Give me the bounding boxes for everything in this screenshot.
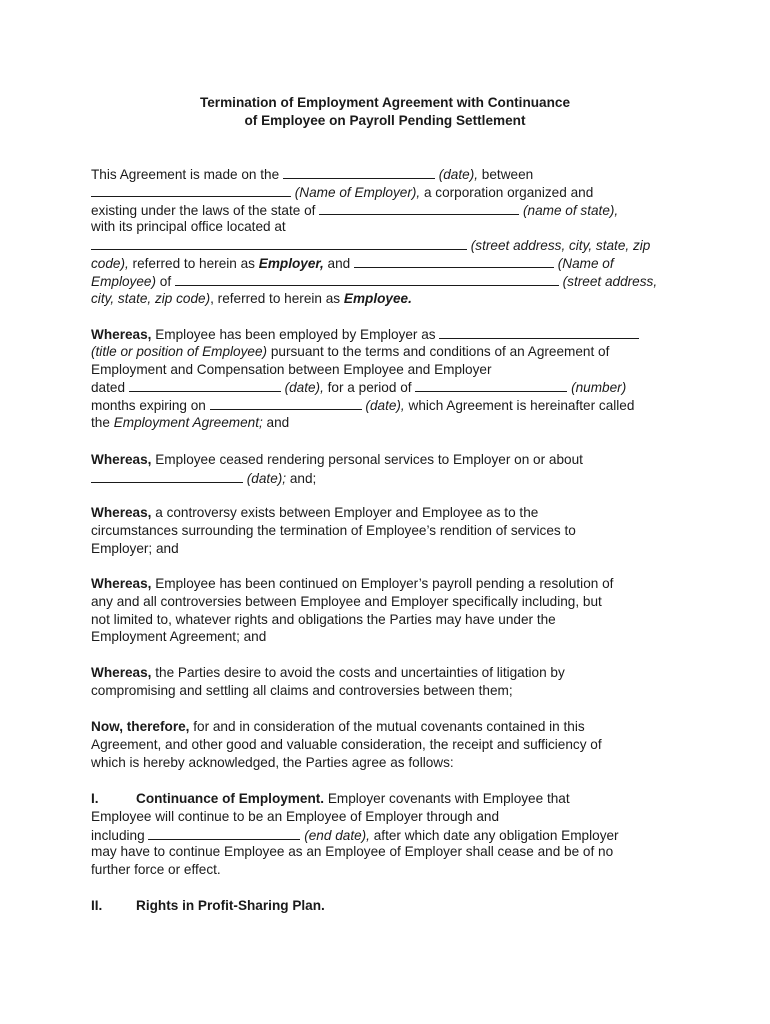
- whereas-ceased-paragraph: Whereas, Employee ceased rendering personal services to Employer on or about (date); and;: [91, 452, 583, 486]
- end-date-blank[interactable]: [148, 826, 300, 840]
- whereas-payroll-paragraph: Whereas, Employee has been continued on Employer’s payroll pending a resolution of any and all controversies between Employee and Employer specifically including, but not limited to, whatever rights and obligations the Parties may have under the Employment Agreement; and: [91, 576, 614, 645]
- section-profit-sharing: [91, 897, 691, 915]
- date-blank[interactable]: [283, 165, 435, 179]
- ceased-date-blank[interactable]: [91, 469, 243, 483]
- employee-name-blank[interactable]: [354, 254, 554, 268]
- section-number: II.: [91, 898, 103, 913]
- title-line-2: of Employee on Payroll Pending Settlement: [244, 113, 526, 128]
- agreement-date-blank[interactable]: [129, 378, 281, 392]
- title-position-blank[interactable]: [439, 325, 639, 339]
- whereas-avoid-litigation-paragraph: Whereas, the Parties desire to avoid the costs and uncertainties of litigation by compromising and settling all claims and controversies between them;: [91, 665, 565, 698]
- whereas-controversy-paragraph: Whereas, a controversy exists between Employer and Employee as to the circumstances surrounding the termination of Employee’s rendition of services to Employer; and: [91, 505, 576, 556]
- employee-address-blank[interactable]: [175, 272, 559, 286]
- state-blank[interactable]: [319, 201, 519, 215]
- section-continuance-of-employment: I. Continuance of Employment. Employer covenants with Employee that Employee will continue to be an Employee of Employer through and including (end date), after which date any obligation Employer may have to continue Employee as an Employee of Employer shall cease and be of no further force or effect.: [91, 791, 619, 878]
- employer-address-blank[interactable]: [91, 236, 467, 250]
- whereas-employed-paragraph: Whereas, Employee has been employed by Employer as (title or position of Employee) pursuant to the terms and conditions of an Agreement of Employment and Compensation between Employee and Employer dated (date), for a period of (number) months expiring on (date), which Agreement is hereinafter called the Employment Agreement; and: [91, 325, 691, 432]
- expiry-date-blank[interactable]: [210, 396, 362, 410]
- document-title: [0, 94, 770, 130]
- now-therefore-paragraph: Now, therefore, for and in consideration of the mutual covenants contained in this Agreement, and other good and valuable consideration, the receipt and sufficiency of which is hereby acknowledged, the Parties agree as follows:: [91, 719, 602, 770]
- section-number: I.: [91, 791, 99, 806]
- period-number-blank[interactable]: [415, 378, 567, 392]
- intro-paragraph: This Agreement is made on the (date), between (Name of Employer), a corporation organized and existing under the laws of the state of (name of state), with its principal office located at (street address, city, state, zip code), referred to herein as Employer, and (Name of Employee) of (street address, city, state, zip code), referred to herein as Employee.: [91, 167, 658, 306]
- section-heading: Continuance of Employment.: [136, 791, 325, 806]
- title-line-1: Termination of Employment Agreement with Continuance: [199, 95, 571, 110]
- section-heading: Rights in Profit-Sharing Plan.: [136, 898, 325, 913]
- employer-name-blank[interactable]: [91, 183, 291, 197]
